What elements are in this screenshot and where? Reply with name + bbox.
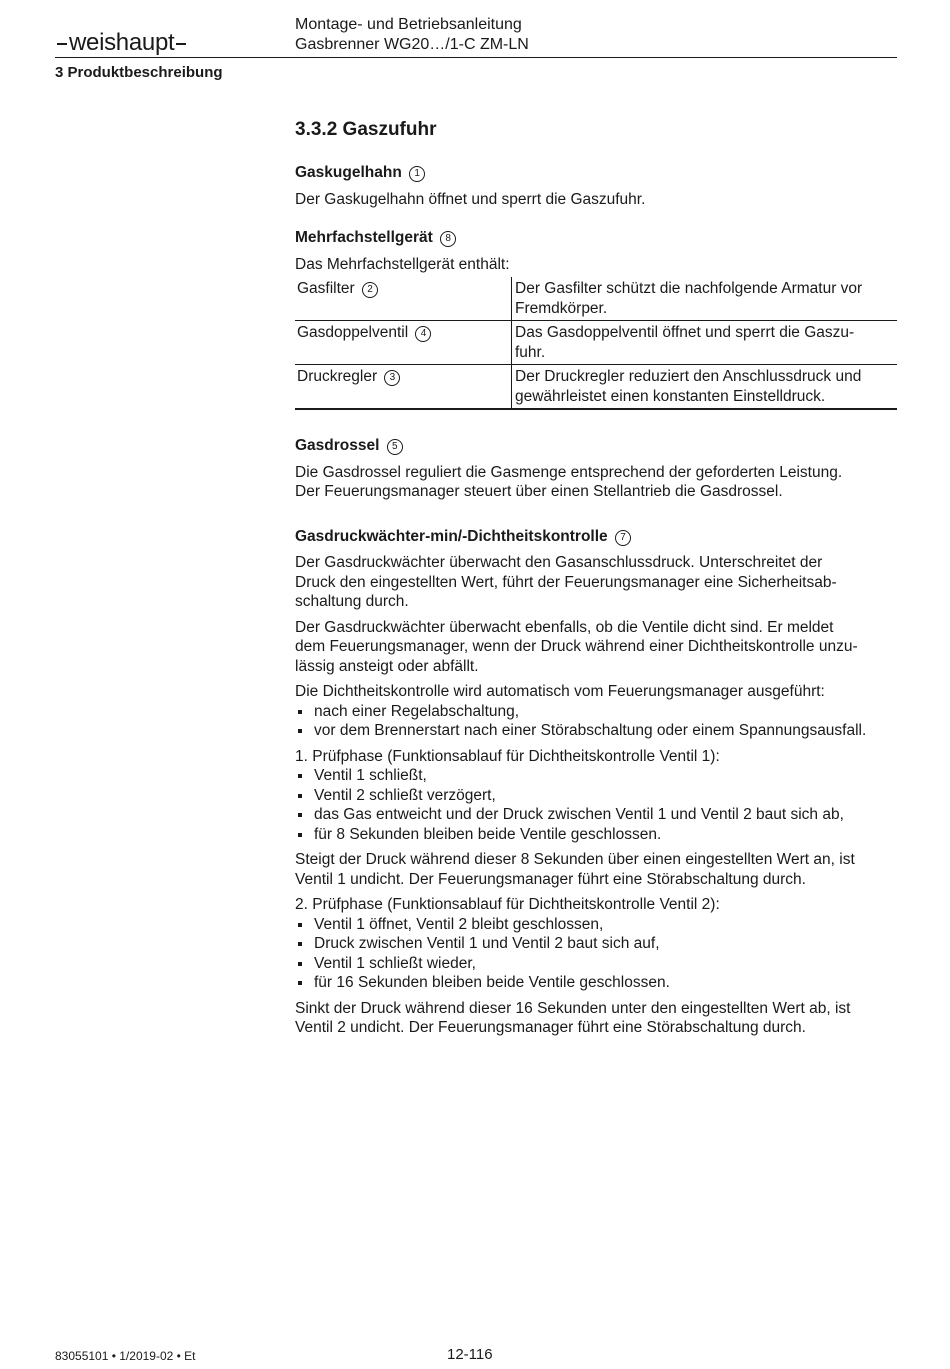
gaskugelhahn-heading-text: Gaskugelhahn — [295, 164, 402, 181]
doc-title-line1: Montage- und Betriebsanleitung — [295, 16, 522, 33]
waechter-heading — [295, 527, 897, 547]
logo-dash-right — [176, 43, 186, 45]
gasdrossel-line: Der Feuerungsmanager steuert über einen Stellantrieb die Gasdrossel. — [295, 483, 783, 500]
component-name: Gasdoppelventil — [297, 324, 409, 341]
paragraph — [295, 747, 897, 845]
position-number-badge: 4 — [415, 326, 431, 342]
page-number: 12-116 — [447, 1346, 493, 1363]
logo-text: weishaupt — [69, 29, 175, 56]
list-item: das Gas entweicht und der Druck zwischen Ventil 1 und Ventil 2 baut sich ab, — [295, 805, 897, 825]
header-rule — [55, 57, 897, 58]
text-line: schaltung durch. — [295, 593, 409, 610]
mehrfach-intro: Das Mehrfachstellgerät enthält: — [295, 255, 510, 273]
section-gaskugelhahn — [295, 163, 897, 209]
chapter-title: 3 Produktbeschreibung — [55, 64, 223, 81]
paragraph — [295, 895, 897, 993]
component-name: Druckregler — [297, 368, 378, 385]
gasdrossel-heading-text: Gasdrossel — [295, 437, 380, 454]
table-row — [295, 277, 897, 321]
component-name-cell — [295, 321, 512, 365]
section-gasdrossel — [295, 436, 897, 502]
component-desc-line: fuhr. — [515, 343, 546, 361]
component-table — [295, 277, 897, 410]
list-item: Ventil 1 öffnet, Ventil 2 bleibt geschlossen, — [295, 915, 897, 935]
text-line: Druck den eingestellten Wert, führt der Feuerungsmanager eine Sicherheitsab- — [295, 573, 837, 591]
text-line: Der Gasdruckwächter überwacht den Gasanschlussdruck. Unterschreitet der — [295, 554, 823, 571]
text-line: Die Dichtheitskontrolle wird automatisch vom Feuerungsmanager ausgeführt: — [295, 683, 825, 700]
gasdrossel-heading — [295, 436, 897, 456]
list-item: vor dem Brennerstart nach einer Störabschaltung oder einem Spannungsausfall. — [295, 721, 897, 741]
list-item: Ventil 2 schließt verzögert, — [295, 786, 897, 806]
list-item: für 8 Sekunden bleiben beide Ventile geschlossen. — [295, 825, 897, 845]
table-row — [295, 321, 897, 365]
waechter-heading-text: Gasdruckwächter-min/-Dichtheitskontrolle — [295, 527, 608, 545]
component-desc-line: Fremdkörper. — [515, 299, 608, 317]
paragraph — [295, 618, 897, 677]
table-row — [295, 365, 897, 410]
position-number-badge: 2 — [362, 282, 378, 298]
component-desc-cell — [512, 321, 898, 365]
text-line: 2. Prüfphase (Funktionsablauf für Dichtheitskontrolle Ventil 2): — [295, 896, 720, 913]
bullet-list — [295, 915, 897, 993]
paragraph — [295, 999, 897, 1038]
component-name: Gasfilter — [297, 280, 355, 297]
position-number-badge: 1 — [409, 166, 425, 182]
component-desc-cell — [512, 365, 898, 410]
text-line: Steigt der Druck während dieser 8 Sekunden über einen eingestellten Wert an, ist — [295, 851, 855, 868]
section-mehrfachstellgeraet — [295, 228, 897, 410]
text-line: Ventil 2 undicht. Der Feuerungsmanager führt eine Störabschaltung durch. — [295, 1019, 806, 1036]
paragraph — [295, 850, 897, 889]
text-line: 1. Prüfphase (Funktionsablauf für Dichtheitskontrolle Ventil 1): — [295, 747, 720, 765]
text-line: dem Feuerungsmanager, wenn der Druck während einer Dichtheitskontrolle unzu- — [295, 638, 858, 655]
footer-doc-code: 83055101 • 1/2019-02 • Et — [55, 1349, 196, 1363]
section-title: 3.3.2 Gaszufuhr — [295, 119, 437, 140]
gaskugelhahn-text: Der Gaskugelhahn öffnet und sperrt die Gaszufuhr. — [295, 190, 646, 208]
list-item: Druck zwischen Ventil 1 und Ventil 2 baut sich auf, — [295, 934, 897, 954]
component-name-cell — [295, 365, 512, 410]
component-name-cell — [295, 277, 512, 321]
position-number-badge: 5 — [387, 439, 403, 455]
bullet-list — [295, 702, 897, 741]
list-item: für 16 Sekunden bleiben beide Ventile geschlossen. — [295, 973, 897, 993]
component-desc-cell — [512, 277, 898, 321]
list-item: Ventil 1 schließt, — [295, 766, 897, 786]
paragraph — [295, 553, 897, 612]
list-item: nach einer Regelabschaltung, — [295, 702, 897, 722]
document-header — [295, 15, 529, 55]
doc-title-line2: Gasbrenner WG20…/1-C ZM-LN — [295, 36, 529, 53]
main-content — [295, 118, 897, 1044]
position-number-badge: 8 — [440, 231, 456, 247]
text-line: Sinkt der Druck während dieser 16 Sekunden unter den eingestellten Wert ab, ist — [295, 999, 851, 1017]
paragraph — [295, 682, 897, 741]
gasdrossel-line: Die Gasdrossel reguliert die Gasmenge entsprechend der geforderten Leistung. — [295, 463, 843, 481]
bullet-list — [295, 766, 897, 844]
position-number-badge: 3 — [384, 370, 400, 386]
component-desc-line: Das Gasdoppelventil öffnet und sperrt die Gaszu- — [515, 324, 855, 341]
section-gasdruckwaechter — [295, 527, 897, 1038]
text-line: Der Gasdruckwächter überwacht ebenfalls, ob die Ventile dicht sind. Er meldet — [295, 618, 834, 636]
component-desc-line: gewährleistet einen konstanten Einstelldruck. — [515, 387, 826, 405]
mehrfach-heading — [295, 228, 897, 248]
component-desc-line: Der Druckregler reduziert den Anschlussdruck und — [515, 368, 862, 385]
component-desc-line: Der Gasfilter schützt die nachfolgende Armatur vor — [515, 280, 863, 297]
weishaupt-logo — [55, 29, 188, 57]
list-item: Ventil 1 schließt wieder, — [295, 954, 897, 974]
logo-dash-left — [57, 43, 67, 45]
gaskugelhahn-heading — [295, 163, 897, 183]
text-line: lässig ansteigt oder abfällt. — [295, 657, 479, 675]
position-number-badge: 7 — [615, 530, 631, 546]
text-line: Ventil 1 undicht. Der Feuerungsmanager führt eine Störabschaltung durch. — [295, 870, 806, 888]
mehrfach-heading-text: Mehrfachstellgerät — [295, 229, 433, 246]
